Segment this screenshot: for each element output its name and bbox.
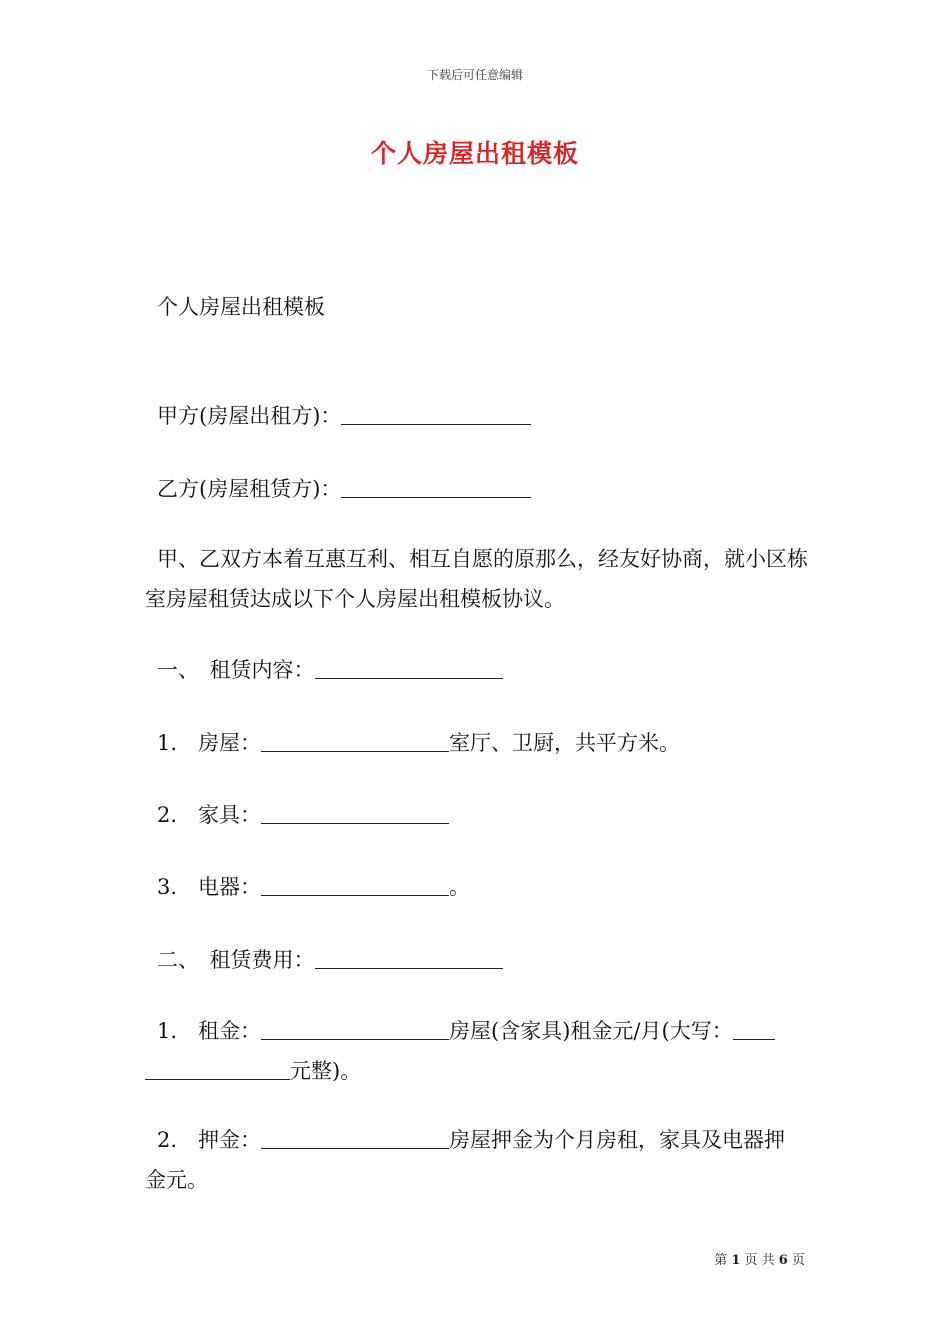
header-note: 下载后可任意编辑 bbox=[426, 68, 523, 82]
section2-heading: 二、 租赁费用： bbox=[157, 948, 315, 972]
item-appliance-label: 3. 电器： bbox=[157, 875, 262, 899]
footer-total-pages: 6 bbox=[778, 1253, 788, 1268]
item-house-line bbox=[145, 723, 822, 763]
item-furniture-line bbox=[145, 795, 822, 835]
item-furniture-blank bbox=[261, 799, 449, 824]
item-house-suffix: 室厅、卫厨，共平方米。 bbox=[449, 731, 681, 755]
item-appliance-line bbox=[145, 867, 822, 907]
deposit-text: 房屋押金为个月房租，家具及电器押 bbox=[449, 1128, 786, 1152]
party-b-line bbox=[145, 469, 822, 509]
intro-paragraph: 甲、乙双方本着互惠互利、相互自愿的原那么，经友好协商，就小区栋室房屋租赁达成以下个人房屋出租模板协议。 bbox=[145, 547, 808, 611]
party-a-label: 甲方(房屋出租方)： bbox=[157, 404, 342, 428]
deposit-line bbox=[145, 1120, 822, 1160]
document-title: 个人房屋出租模板 bbox=[370, 139, 579, 168]
item-appliance-suffix: 。 bbox=[449, 875, 471, 899]
deposit-blank bbox=[261, 1124, 449, 1149]
section1-heading-line bbox=[145, 650, 822, 690]
rent-blank bbox=[261, 1015, 449, 1040]
rent-label: 1. 租金： bbox=[157, 1019, 262, 1043]
rent-text: 房屋(含家具)租金元/月(大写： bbox=[449, 1019, 733, 1043]
page-footer bbox=[714, 1249, 805, 1268]
footer-prefix: 第 bbox=[714, 1253, 728, 1268]
party-a-line bbox=[145, 396, 822, 436]
document-subtitle: 个人房屋出租模板 bbox=[157, 295, 325, 319]
deposit-label: 2. 押金： bbox=[157, 1128, 262, 1152]
rent-line bbox=[145, 1011, 822, 1051]
item-house-label: 1. 房屋： bbox=[157, 731, 262, 755]
rent-words-blank-a bbox=[733, 1015, 775, 1040]
section1-heading: 一、 租赁内容： bbox=[157, 658, 315, 682]
rent-line-cont bbox=[145, 1051, 810, 1091]
rent-words-blank-b bbox=[145, 1055, 290, 1080]
party-a-blank bbox=[341, 400, 531, 425]
section1-blank bbox=[315, 654, 503, 679]
rent-end: 元整)。 bbox=[290, 1059, 362, 1083]
section2-heading-line bbox=[145, 940, 822, 980]
item-appliance-blank bbox=[261, 871, 449, 896]
item-house-blank bbox=[261, 727, 449, 752]
footer-middle: 页 共 bbox=[744, 1253, 775, 1268]
section2-blank bbox=[315, 944, 503, 969]
deposit-line-cont: 金元。 bbox=[145, 1168, 208, 1192]
footer-suffix: 页 bbox=[791, 1253, 805, 1268]
item-furniture-label: 2. 家具： bbox=[157, 803, 262, 827]
party-b-label: 乙方(房屋租赁方)： bbox=[157, 477, 342, 501]
footer-page-number: 1 bbox=[731, 1253, 741, 1268]
party-b-blank bbox=[341, 473, 531, 498]
